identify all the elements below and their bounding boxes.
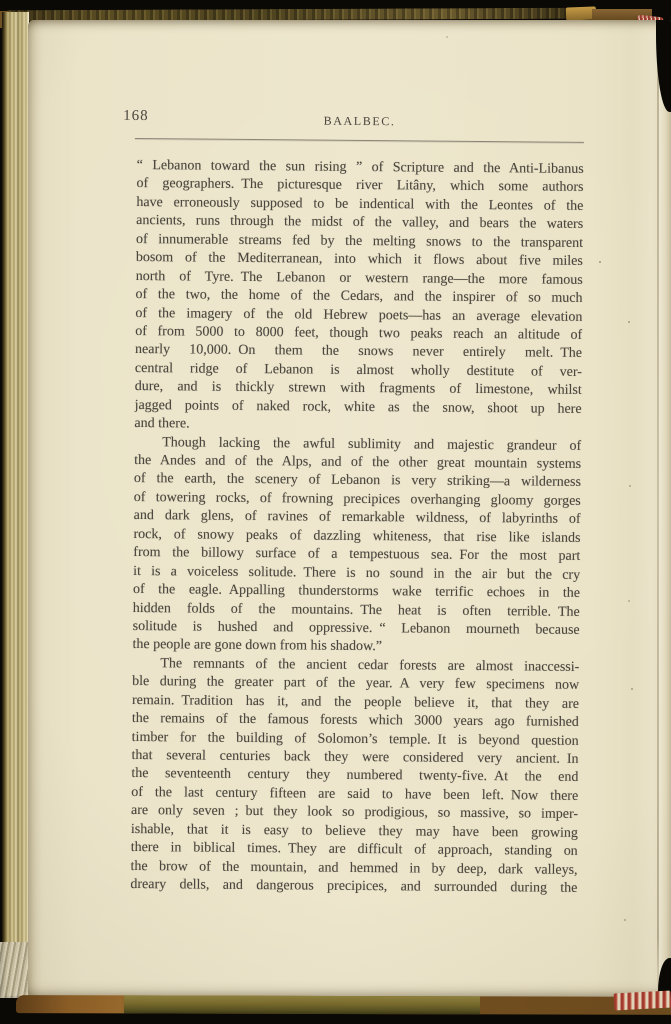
page-edges-bottom-left-corner (0, 942, 30, 998)
text-line: The remnants of the ancient cedar forests are almost inaccessi- (160, 656, 580, 675)
body-text (130, 157, 583, 898)
text-line: there in biblical times. They are difficult of approach, standing on (130, 840, 578, 860)
text-line: have erroneously supposed to be indentical with the Leontes of the (136, 194, 584, 214)
text-line: jagged points of naked rock, white as the snow, shoot up here (134, 397, 582, 417)
text-line: it is a voiceless solitude. There is no sound in the air but the cry (133, 563, 581, 583)
text-line: of the earth, the scenery of Lebanon is very striking—a wilderness (133, 471, 582, 491)
text-line: of towering rocks, of frowning precipices overhanging gloomy gorges (133, 489, 581, 509)
text-line: hidden folds of the mountains. The heat is often terrible. The (132, 600, 580, 620)
header-rule (135, 138, 584, 143)
text-line: of from 5000 to 8000 feet, though two peaks reach an altitude of (135, 323, 583, 343)
text-line: ancients, runs through the midst of the valley, and bears the waters (136, 213, 584, 233)
text-line: rock, of snowy peaks of dazzling whiteness, that rise like islands (133, 526, 581, 546)
text-line: dure, and is thickly strewn with fragments of limestone, whilst (134, 379, 582, 399)
text-line: north of Tyre. The Lebanon or western range—the more famous (135, 268, 583, 288)
endband-bottom (614, 991, 671, 1011)
text-line: ishable, that it is easy to believe they may have been growing (130, 821, 578, 841)
text-line: are only seven ; but they look so prodigious, so massive, so imper- (130, 803, 579, 823)
text-line: central ridge of Lebanon is almost wholly destitute of ver- (134, 360, 582, 380)
text-line: and dark glens, of ravines of remarkable wildness, of labyrinths of (133, 508, 581, 528)
text-line: of geographers. The picturesque river Litâny, which some authors (136, 176, 584, 196)
printed-content (28, 20, 671, 998)
text-line: of the last century fifteen are said to have been left. Now there (131, 784, 579, 804)
text-line: the remains of the famous forests which 3000 years ago furnished (131, 711, 579, 731)
text-line: and there. (134, 416, 190, 432)
text-line: that several centuries back they were considered very ancient. In (131, 747, 579, 767)
text-line: remain. Tradition has it, and the people believe it, that they are (131, 692, 580, 712)
running-header: BAALBEC. (323, 113, 396, 129)
text-line: the seventeenth century they numbered twenty-five. At the end (131, 766, 579, 786)
book-page (28, 20, 671, 998)
text-line: timber for the building of Solomon’s temple. It is beyond question (131, 729, 579, 749)
text-line: from the billowy surface of a tempestuous sea. For the most part (133, 545, 581, 565)
text-line: ble during the greater part of the year. A very few specimens now (132, 674, 580, 694)
text-line: solitude is hushed and oppressive. “ Lebanon mourneth because (132, 618, 580, 638)
text-line: the people are gone down from his shadow.” (132, 637, 383, 655)
text-line: of innumerable streams fed by the melting snows to the transparent (135, 231, 584, 251)
book-bottom-cover-edge (16, 995, 671, 1015)
text-line: the brow of the mountain, and hemmed in by deep, dark valleys, (130, 858, 578, 878)
text-line: bosom of the Mediterranean, into which it flows about five miles (135, 250, 583, 270)
text-line: of the two, the home of the Cedars, and the inspirer of so much (135, 287, 583, 306)
text-line: nearly 10,000. On them the snows never entirely melt. The (135, 342, 583, 362)
text-line: dreary dells, and dangerous precipices, and surrounded during the (130, 877, 578, 896)
bottom-cover-gold-strip (124, 995, 480, 1014)
page-edges-left (2, 12, 29, 996)
page-number: 168 (123, 107, 149, 125)
text-line: the Andes and of the Alps, and of the other great mountain systems (134, 453, 582, 472)
text-line: of the imagery of the old Hebrew poets—has an average elevation (135, 305, 583, 325)
text-line: Though lacking the awful sublimity and majestic grandeur of (162, 434, 582, 454)
text-line: “ Lebanon toward the sun rising ” of Scripture and the Anti-Libanus (136, 158, 584, 177)
text-line: of the eagle. Appalling thunderstorms wake terrific echoes in the (132, 582, 581, 601)
